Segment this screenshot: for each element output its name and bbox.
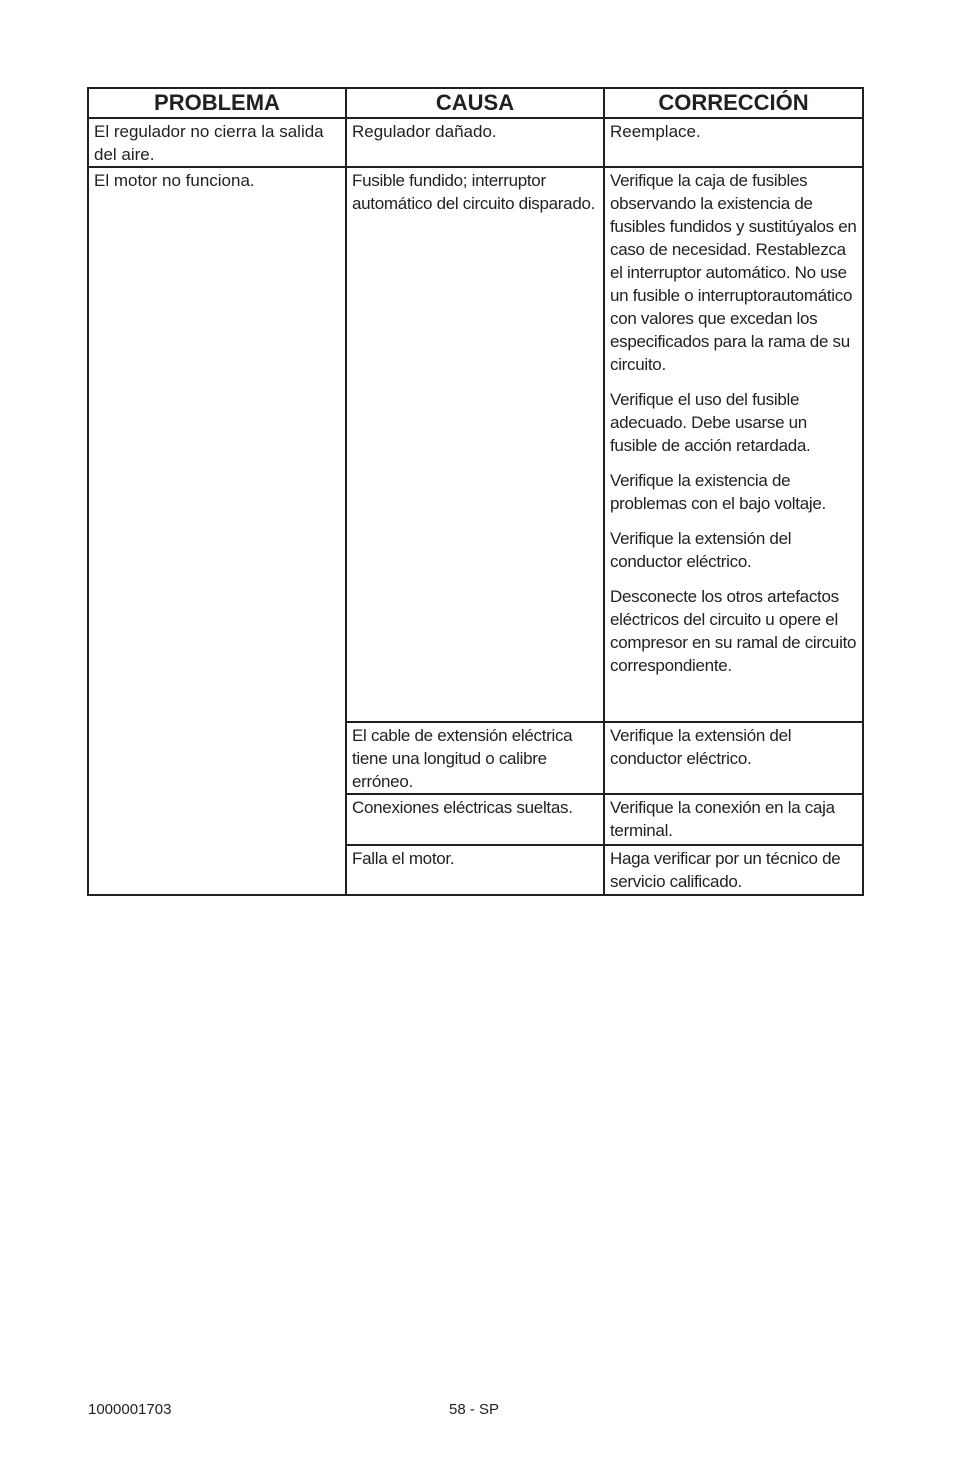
problem-cell: El motor no funciona.: [88, 167, 346, 895]
cause-cell: Fusible fundido; interruptor automático del circuito disparado.: [346, 167, 604, 722]
correction-cell: Verifique la conexión en la caja terminal.: [604, 794, 863, 845]
correction-paragraph: Verifique la existencia de problemas con el bajo voltaje.: [610, 471, 826, 513]
correction-paragraph: Verifique la caja de fusibles observando la existencia de fusibles fundidos y sustitúyalos en caso de necesidad. Restablezca el interruptor automático. No use un fusible o interruptorautomático con valores que excedan los especificados para la rama de su circuito.: [610, 171, 857, 374]
cause-cell: Regulador dañado.: [346, 118, 604, 167]
table-row: [88, 118, 863, 167]
table-header-row: [88, 88, 863, 118]
problem-cell: El regulador no cierra la salida del aire.: [88, 118, 346, 167]
header-problema: PROBLEMA: [88, 88, 346, 118]
document-number: 1000001703: [88, 1401, 172, 1418]
correction-cell: Haga verificar por un técnico de servicio calificado.: [604, 845, 863, 895]
troubleshooting-table: [87, 87, 864, 896]
table-row: [88, 167, 863, 722]
page-number: 58 - SP: [449, 1401, 500, 1418]
correction-paragraph: Verifique el uso del fusible adecuado. Debe usarse un fusible de acción retardada.: [610, 390, 811, 455]
cause-cell: Falla el motor.: [346, 845, 604, 895]
cause-cell: Conexiones eléctricas sueltas.: [346, 794, 604, 845]
correction-paragraph: Desconecte los otros artefactos eléctricos del circuito u opere el compresor en su ramal de circuito correspondiente.: [610, 587, 857, 675]
correction-cell: Verifique la extensión del conductor eléctrico.: [604, 722, 863, 794]
header-causa: CAUSA: [346, 88, 604, 118]
cause-cell: El cable de extensión eléctrica tiene una longitud o calibre erróneo.: [346, 722, 604, 794]
correction-cell: Reemplace.: [604, 118, 863, 167]
header-correccion: CORRECCIÓN: [604, 88, 863, 118]
correction-paragraph: Verifique la extensión del conductor eléctrico.: [610, 529, 792, 571]
correction-cell: [604, 167, 863, 722]
